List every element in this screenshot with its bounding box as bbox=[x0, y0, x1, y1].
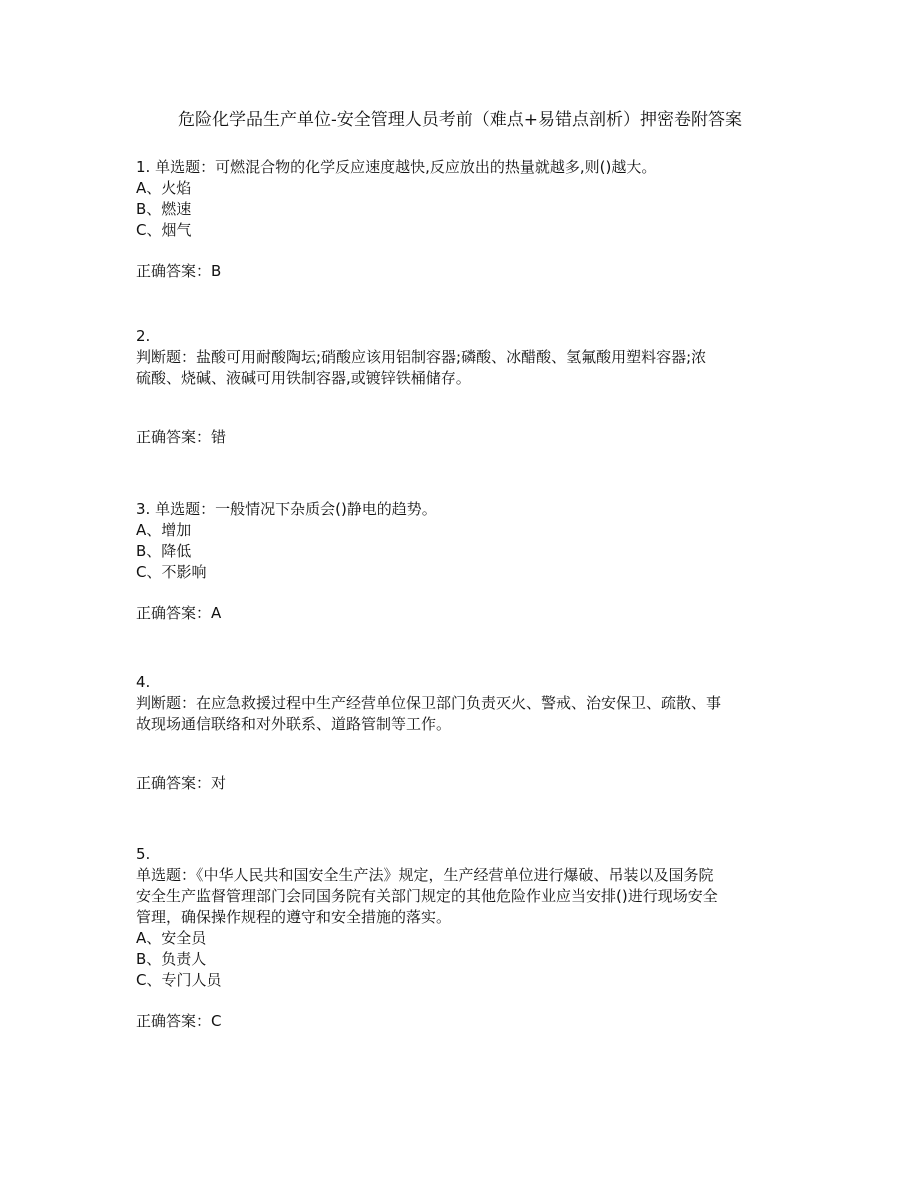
correct-answer: 正确答案：A bbox=[136, 604, 222, 622]
question-number: 5. bbox=[136, 845, 151, 863]
question-block bbox=[136, 326, 786, 448]
question-text-line: 硫酸、烧碱、液碱可用铁制容器,或镀锌铁桶储存。 bbox=[136, 369, 471, 387]
option-b: B、负责人 bbox=[136, 950, 207, 968]
question-block bbox=[136, 844, 786, 1032]
question-text-line: 安全生产监督管理部门会同国务院有关部门规定的其他危险作业应当安排()进行现场安全 bbox=[136, 887, 718, 905]
question-text: 单选题：一般情况下杂质会()静电的趋势。 bbox=[155, 500, 437, 518]
question-block bbox=[136, 672, 786, 794]
question-text-line: 判断题：在应急救援过程中生产经营单位保卫部门负责灭火、警戒、治安保卫、疏散、事 bbox=[136, 694, 722, 712]
correct-answer: 正确答案：B bbox=[136, 262, 222, 280]
question-block bbox=[136, 499, 786, 624]
option-a: A、火焰 bbox=[136, 179, 192, 197]
question-number: 2. bbox=[136, 327, 151, 345]
option-a: A、增加 bbox=[136, 521, 192, 539]
question-number: 1. bbox=[136, 158, 151, 176]
question-text-line: 单选题：《中华人民共和国安全生产法》规定，生产经营单位进行爆破、吊装以及国务院 bbox=[136, 866, 714, 884]
question-number: 3. bbox=[136, 500, 151, 518]
correct-answer: 正确答案：对 bbox=[136, 774, 227, 792]
question-stem bbox=[136, 499, 786, 520]
document-title: 危险化学品生产单位-安全管理人员考前（难点+易错点剖析）押密卷附答案 bbox=[178, 110, 742, 130]
option-b: B、降低 bbox=[136, 542, 192, 560]
question-text-line: 判断题：盐酸可用耐酸陶坛;硝酸应该用铝制容器;磷酸、冰醋酸、氢氟酸用塑料容器;浓 bbox=[136, 348, 707, 366]
option-c: C、不影响 bbox=[136, 563, 207, 581]
option-c: C、专门人员 bbox=[136, 971, 222, 989]
question-text-line: 故现场通信联络和对外联系、道路管制等工作。 bbox=[136, 715, 452, 733]
correct-answer: 正确答案：错 bbox=[136, 428, 227, 446]
option-b: B、燃速 bbox=[136, 200, 192, 218]
correct-answer: 正确答案：C bbox=[136, 1012, 222, 1030]
question-text-line: 管理，确保操作规程的遵守和安全措施的落实。 bbox=[136, 908, 452, 926]
option-a: A、安全员 bbox=[136, 929, 207, 947]
option-c: C、烟气 bbox=[136, 221, 192, 239]
question-text: 单选题：可燃混合物的化学反应速度越快,反应放出的热量就越多,则()越大。 bbox=[155, 158, 657, 176]
question-number: 4. bbox=[136, 673, 151, 691]
question-stem bbox=[136, 157, 786, 178]
question-block bbox=[136, 157, 786, 282]
